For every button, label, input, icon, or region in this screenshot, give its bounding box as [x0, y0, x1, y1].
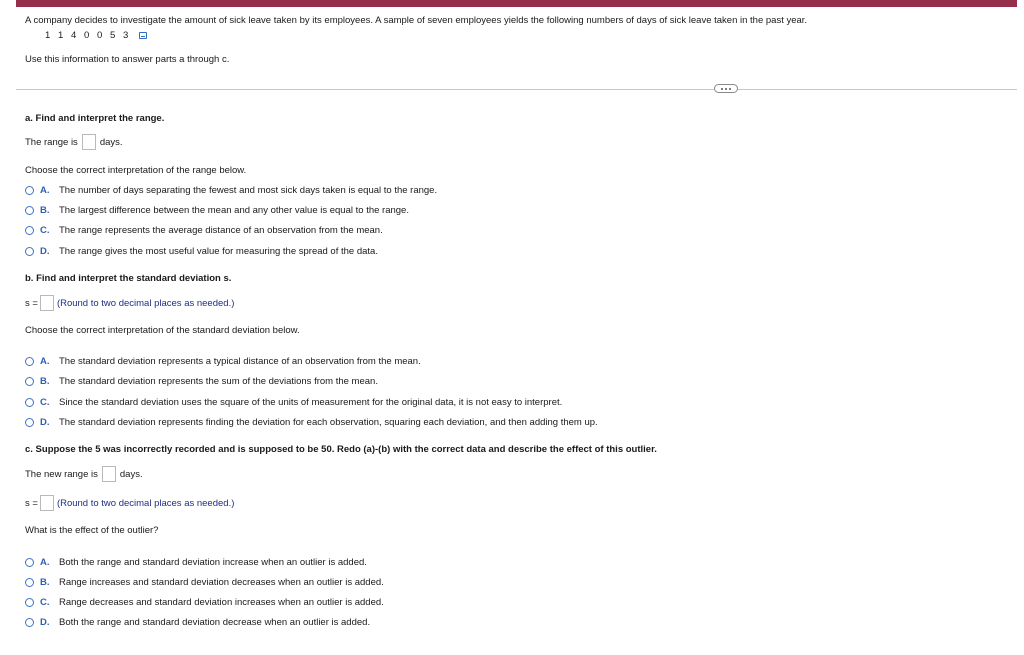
- data-value: 4: [71, 30, 77, 41]
- option-text: Range increases and standard deviation decreases when an outlier is added.: [59, 577, 384, 588]
- data-value: 1: [45, 30, 51, 41]
- new-range-answer-input[interactable]: [102, 466, 116, 482]
- option-text: Range decreases and standard deviation increases when an outlier is added.: [59, 597, 384, 608]
- part-a-range-row: [25, 134, 123, 150]
- question-intro: A company decides to investigate the amount of sick leave taken by its employees. A sample of seven employees yields the following numbers of days of sick leave taken in the past year.: [25, 15, 808, 26]
- part-a-heading: a. Find and interpret the range.: [25, 113, 165, 124]
- option-letter: B.: [40, 577, 50, 588]
- part-b-option-d[interactable]: [25, 417, 598, 428]
- section-divider: [16, 89, 1017, 90]
- part-b-s-row: [25, 295, 234, 311]
- expand-more-button[interactable]: [714, 84, 738, 93]
- option-text: The range gives the most useful value for measuring the spread of the data.: [59, 246, 378, 257]
- data-value: 0: [97, 30, 103, 41]
- option-letter: D.: [40, 417, 50, 428]
- part-c-prompt: What is the effect of the outlier?: [25, 525, 159, 536]
- part-c-heading: c. Suppose the 5 was incorrectly recorded and is supposed to be 50. Redo (a)-(b) with the correct data and describe the effect of this outlier.: [25, 444, 657, 455]
- radio-button[interactable]: [25, 598, 34, 607]
- part-c-option-d[interactable]: [25, 617, 370, 628]
- radio-button[interactable]: [25, 578, 34, 587]
- part-b-heading: b. Find and interpret the standard deviation s.: [25, 273, 232, 284]
- s-answer-input[interactable]: [40, 295, 54, 311]
- option-letter: B.: [40, 205, 50, 216]
- s-label: s =: [25, 297, 38, 309]
- part-c-option-b[interactable]: [25, 577, 384, 588]
- range-unit: days.: [99, 136, 123, 148]
- top-accent-bar: [16, 0, 1017, 7]
- radio-button[interactable]: [25, 558, 34, 567]
- option-letter: B.: [40, 376, 50, 387]
- part-c-range-row: [25, 466, 143, 482]
- part-c-option-a[interactable]: [25, 557, 367, 568]
- data-value: 5: [110, 30, 116, 41]
- s-label: s =: [25, 497, 38, 509]
- new-range-unit: days.: [119, 468, 143, 480]
- part-c-s-row: [25, 495, 234, 511]
- new-s-answer-input[interactable]: [40, 495, 54, 511]
- radio-button[interactable]: [25, 377, 34, 386]
- option-text: The number of days separating the fewest and most sick days taken is equal to the range.: [59, 185, 438, 196]
- option-letter: C.: [40, 597, 50, 608]
- radio-button[interactable]: [25, 357, 34, 366]
- option-text: Both the range and standard deviation increase when an outlier is added.: [59, 557, 367, 568]
- range-label: The range is: [25, 136, 78, 148]
- part-a-option-a[interactable]: [25, 185, 437, 196]
- part-b-prompt: Choose the correct interpretation of the standard deviation below.: [25, 325, 300, 336]
- part-a-option-c[interactable]: [25, 225, 383, 236]
- copy-data-icon[interactable]: [139, 32, 147, 39]
- part-c-option-c[interactable]: [25, 597, 384, 608]
- rounding-hint: (Round to two decimal places as needed.): [56, 297, 235, 309]
- option-letter: A.: [40, 185, 50, 196]
- part-b-option-b[interactable]: [25, 376, 378, 387]
- data-value: 3: [123, 30, 129, 41]
- data-value: 0: [84, 30, 90, 41]
- option-letter: A.: [40, 557, 50, 568]
- part-a-option-b[interactable]: [25, 205, 409, 216]
- range-answer-input[interactable]: [82, 134, 96, 150]
- dot-icon: [729, 88, 731, 90]
- option-text: The largest difference between the mean and any other value is equal to the range.: [59, 205, 409, 216]
- option-letter: D.: [40, 617, 50, 628]
- option-letter: D.: [40, 246, 50, 257]
- part-a-option-d[interactable]: [25, 246, 378, 257]
- option-text: Both the range and standard deviation decrease when an outlier is added.: [59, 617, 371, 628]
- part-b-option-c[interactable]: [25, 397, 562, 408]
- option-text: The standard deviation represents the sum of the deviations from the mean.: [59, 376, 378, 387]
- radio-button[interactable]: [25, 226, 34, 235]
- dot-icon: [725, 88, 727, 90]
- part-a-prompt: Choose the correct interpretation of the range below.: [25, 165, 247, 176]
- instruction-text: Use this information to answer parts a through c.: [25, 54, 230, 65]
- option-letter: C.: [40, 225, 50, 236]
- data-value: 1: [58, 30, 64, 41]
- radio-button[interactable]: [25, 618, 34, 627]
- rounding-hint: (Round to two decimal places as needed.): [56, 497, 235, 509]
- radio-button[interactable]: [25, 247, 34, 256]
- option-text: The standard deviation represents finding the deviation for each observation, squaring each deviation, and then adding them up.: [59, 417, 598, 428]
- option-text: The range represents the average distance of an observation from the mean.: [59, 225, 383, 236]
- data-values-row: [45, 30, 147, 41]
- new-range-label: The new range is: [25, 468, 98, 480]
- part-b-option-a[interactable]: [25, 356, 421, 367]
- radio-button[interactable]: [25, 206, 34, 215]
- radio-button[interactable]: [25, 186, 34, 195]
- radio-button[interactable]: [25, 418, 34, 427]
- radio-button[interactable]: [25, 398, 34, 407]
- option-letter: A.: [40, 356, 50, 367]
- option-text: The standard deviation represents a typical distance of an observation from the mean.: [59, 356, 421, 367]
- dot-icon: [721, 88, 723, 90]
- option-letter: C.: [40, 397, 50, 408]
- option-text: Since the standard deviation uses the square of the units of measurement for the original data, it is not easy to interpret.: [59, 397, 563, 408]
